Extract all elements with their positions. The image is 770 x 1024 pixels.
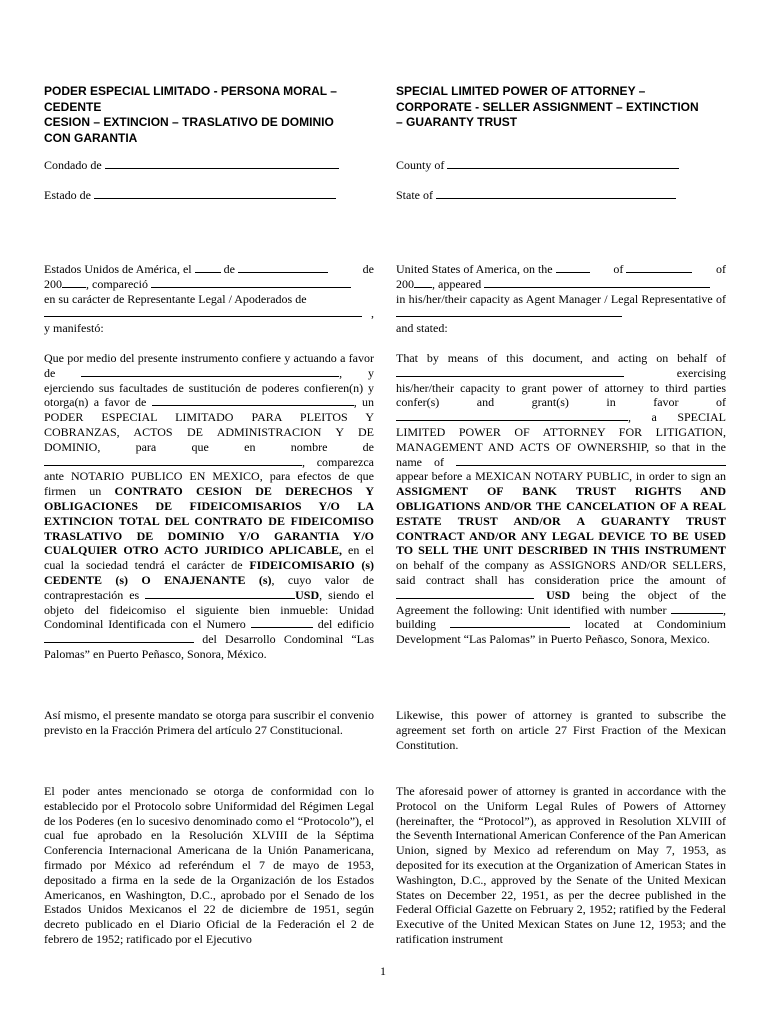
grantee-blank[interactable]	[396, 410, 628, 421]
text: appear before a MEXICAN NOTARY PUBLIC, in order to sign an	[396, 469, 726, 484]
text: Así mismo, el presente mandato se otorga para suscribir el convenio previsto en la Fracción Primera del artículo 27 Constitucional.	[44, 708, 374, 737]
title-line: PODER ESPECIAL LIMITADO - PERSONA MORAL –	[44, 84, 337, 98]
appeared-blank[interactable]	[151, 277, 351, 288]
title-line: CEDENTE	[44, 99, 102, 114]
text: del edificio	[317, 617, 375, 632]
text: 200	[44, 276, 62, 291]
state-blank[interactable]	[436, 188, 676, 199]
state-label: Estado de	[44, 188, 91, 202]
day-blank[interactable]	[556, 262, 590, 273]
text: , comparezca ante NOTARIO PUBLICO EN MEXICO, para efectos de que firmen un	[44, 454, 374, 499]
county-blank[interactable]	[447, 158, 679, 169]
month-blank[interactable]	[238, 262, 328, 273]
state-blank[interactable]	[94, 188, 336, 199]
text: El poder antes mencionado se otorga de conformidad con lo establecido por el Protocolo sobre Uniformidad del Régimen Legal de los Poderes (en lo sucesivo denominado como el “Protocolo”), el cual fue aprobado en la Resolución XLVIII de la Séptima Conferencia Internacional Americana de la Unión Panamericana, firmado por México ad referéndum el 7 de mayo de 1953, depositado a firma en la sede de la Organización de los Estados Americanos, en Washington, D.C., aprobado por el Senado de los Estados Unidos Mexicanos el 22 de diciembre de 1951, según decreto publicado en el Diario Oficial de la Federación el 2 de febrero de 1952; ratificado por el Ejecutivo	[44, 784, 374, 946]
year-blank[interactable]	[414, 277, 432, 288]
appeared-blank[interactable]	[484, 277, 710, 288]
text: , siendo el objeto del fideicomiso el siguiente bien inmueble: Unidad Condominal Identificada con el Numero	[44, 587, 374, 632]
on-behalf-blank[interactable]	[81, 366, 339, 377]
text: That by means of this document, and acting on behalf of	[396, 351, 726, 365]
text: being the object of the Agreement the following: Unit identified with number	[396, 587, 727, 617]
text: exercising his/her/their capacity to grant power of attorney to third parties confer(s) and grant(s) in favor of	[396, 365, 726, 410]
grant-paragraph-es	[44, 351, 374, 662]
unit-number-blank[interactable]	[251, 617, 313, 628]
role-bold: FIDEICOMISARIO (s) CEDENTE (s) O ENAJENANTE (s)	[44, 558, 374, 587]
contract-type-bold: CONTRATO CESION DE DERECHOS Y OBLIGACIONES DE FIDEICOMISARIOS Y/O LA EXTINCION TOTAL DEL CONTRATO DE FIDEICOMISO TRASLATIVO DE DOMINIO Y/O GARANTIA Y/O CUALQUIER OTRO ACTO JURIDICO APLICABLE,	[44, 484, 375, 558]
text: The aforesaid power of attorney is granted in accordance with the Protocol on the Uniform Legal Rules of Powers of Attorney (hereinafter, the “Protocol”), as approved in Resolution XLVIII of the Seventh International American Conference of the Pan American Union, signed by Mexico ad referendum on May 7, 1953, as deposited for its execution at the Organization of American States in Washington, D.C., approved by the Senate of the United Mexican States on December 22, 1951, as per the decree published in the Federal Official Gazette on February 2, 1952; ratified by the Federal Executive of the United Mexican States on June 12, 1953; and the ratification instrument	[396, 784, 726, 946]
text: , cuyo valor de contraprestación es	[44, 572, 374, 602]
year-blank[interactable]	[62, 277, 86, 288]
text: del Desarrollo Condominal “Las Palomas” en Puerto Peñasco, Sonora, México.	[44, 632, 375, 661]
text: y ejerciendo sus facultades de sustitución de poderes confieren(n) y otorga(n) a favor de	[44, 365, 375, 410]
currency-bold: USD	[295, 587, 320, 602]
page-number: 1	[380, 964, 386, 978]
text: , a SPECIAL LIMITED POWER OF ATTORNEY FOR LITIGATION, MANAGEMENT AND ACTS OF OWNERSHIP, so that in the name of	[396, 410, 726, 469]
county-label: County of	[396, 158, 445, 172]
contract-type-bold: ASSIGMENT OF BANK TRUST RIGHTS AND OBLIGATIONS AND/OR THE CANCELATION OF A REAL ESTATE TRUST AND/OR A GUARANTY TRUST CONTRACT AND/OR ANY LEGAL DEVICE TO BE USED TO SELL THE UNIT DESCRIBED IN THIS INSTRUMENT	[396, 484, 726, 558]
text: en su carácter de Representante Legal / Apoderados de	[44, 291, 307, 306]
text: y manifestó:	[44, 321, 104, 336]
title-line	[396, 84, 726, 100]
text: on behalf of the company as ASSIGNORS AND/OR SELLERS, said contract shall has consideration price the amount of	[396, 558, 726, 587]
currency-bold: USD	[546, 587, 571, 602]
county-field-es	[44, 158, 374, 173]
text: , appeared	[432, 276, 482, 291]
text: Likewise, this power of attorney is granted to subscribe the agreement set forth on article 27 First Fraction of the Mexican Constitution.	[396, 708, 726, 752]
company-blank[interactable]	[44, 306, 362, 317]
text: in his/her/their capacity as Agent Manager / Legal Representative of	[396, 291, 726, 306]
text: de	[362, 262, 374, 276]
text: of	[715, 262, 726, 276]
state-field-en	[396, 188, 726, 203]
grantee-blank[interactable]	[152, 395, 354, 406]
article-27-paragraph-en	[396, 708, 726, 752]
name-of-blank[interactable]	[456, 455, 726, 466]
county-field-en	[396, 158, 726, 173]
text: of	[613, 262, 624, 276]
text: SPECIAL LIMITED POWER OF ATTORNEY –	[396, 84, 646, 98]
text: , building	[396, 602, 726, 632]
building-blank[interactable]	[450, 617, 570, 628]
title-line: – GUARANTY TRUST	[396, 115, 518, 129]
building-blank[interactable]	[44, 632, 194, 643]
county-label: Condado de	[44, 158, 102, 172]
title-line: CON GARANTIA	[44, 130, 138, 145]
text: ,	[339, 365, 343, 380]
text: en el cual la sociedad tendrá el carácter de	[44, 543, 374, 573]
protocol-paragraph-en	[396, 784, 726, 947]
english-title	[396, 84, 726, 131]
title-line: CORPORATE - SELLER ASSIGNMENT – EXTINCTION	[396, 99, 699, 114]
text: Que por medio del presente instrumento confiere y actuando a favor de	[44, 351, 374, 380]
appearance-paragraph-es	[44, 262, 374, 336]
appearance-paragraph-en	[396, 262, 726, 336]
title-line: CESION – EXTINCION – TRASLATIVO DE DOMINIO	[44, 115, 334, 129]
county-blank[interactable]	[105, 158, 339, 169]
grant-paragraph-en	[396, 351, 726, 647]
spanish-title	[44, 84, 374, 146]
on-behalf-blank[interactable]	[396, 366, 624, 377]
text: located at Condominium Development “Las Palomas” in Puerto Peñasco, Sonora, Mexico.	[396, 617, 727, 647]
day-blank[interactable]	[195, 262, 221, 273]
text: and stated:	[396, 321, 448, 336]
text: , compareció	[86, 276, 148, 291]
company-blank[interactable]	[396, 306, 622, 317]
amount-blank[interactable]	[396, 588, 534, 599]
month-blank[interactable]	[626, 262, 692, 273]
state-label: State of	[396, 188, 433, 202]
text: , un PODER ESPECIAL LIMITADO PARA PLEITOS Y COBRANZAS, ACTOS DE ADMINISTRACION Y DE DOMINIO, para que en nombre de	[44, 395, 375, 454]
text: Estados Unidos de América, el	[44, 262, 192, 276]
state-field-es	[44, 188, 374, 203]
text: United States of America, on the	[396, 262, 553, 276]
amount-blank[interactable]	[145, 588, 295, 599]
unit-number-blank[interactable]	[671, 603, 723, 614]
text: 200	[396, 276, 414, 291]
name-of-blank[interactable]	[44, 455, 302, 466]
text: ,	[371, 306, 374, 321]
article-27-paragraph-es	[44, 708, 374, 738]
protocol-paragraph-es	[44, 784, 374, 947]
text: de	[223, 262, 235, 276]
